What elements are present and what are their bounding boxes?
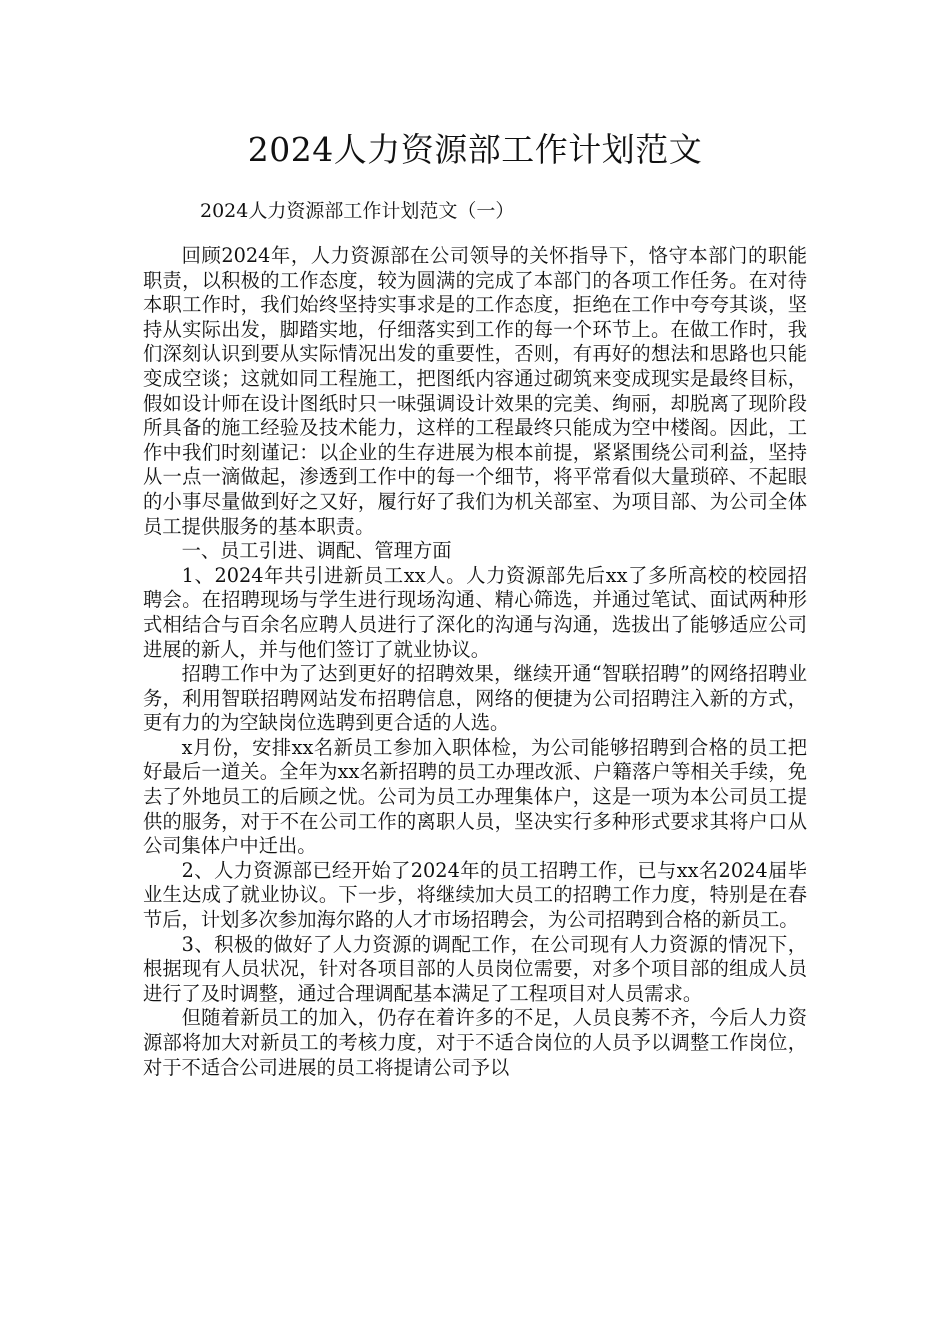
- document-body: [143, 244, 807, 1080]
- document-subtitle: 2024人力资源部工作计划范文（一）: [200, 200, 515, 222]
- body-paragraph-item-1: 1、2024年共引进新员工xx人。人力资源部先后xx了多所高校的校园招聘会。在招聘现场与学生进行现场沟通、精心筛选，并通过笔试、面试两种形式相结合与百余名应聘人员进行了深化的沟通与沟通，选拔出了能够适应公司进展的新人，并与他们签订了就业协议。: [143, 563, 807, 661]
- body-paragraph-onboarding: x月份，安排xx名新员工参加入职体检，为公司能够招聘到合格的员工把好最后一道关。全年为xx名新招聘的员工办理改派、户籍落户等相关手续，免去了外地员工的后顾之忧。公司为员工办理集体户，这是一项为本公司员工提供的服务，对于不在公司工作的离职人员，坚决实行多种形式要求其将户口从公司集体户中迁出。: [143, 735, 807, 858]
- body-paragraph-item-3: 3、积极的做好了人力资源的调配工作，在公司现有人力资源的情况下，根据现有人员状况，针对各项目部的人员岗位需要，对多个项目部的组成人员进行了及时调整，通过合理调配基本满足了工程项目对人员需求。: [143, 932, 807, 1005]
- section-heading-recruitment: 一、员工引进、调配、管理方面: [181, 539, 452, 563]
- body-paragraph-online-recruiting: 招聘工作中为了达到更好的招聘效果，继续开通“智联招聘”的网络招聘业务，利用智联招聘网站发布招聘信息，网络的便捷为公司招聘注入新的方式，更有力的为空缺岗位选聘到更合适的人选。: [143, 662, 807, 735]
- body-paragraph-shortcomings: 但随着新员工的加入，仍存在着许多的不足，人员良莠不齐，今后人力资源部将加大对新员工的考核力度，对于不适合岗位的人员予以调整工作岗位，对于不适合公司进展的员工将提请公司予以: [143, 1006, 807, 1079]
- body-paragraph-item-2: 2、人力资源部已经开始了2024年的员工招聘工作，已与xx名2024届毕业生达成了就业协议。下一步，将继续加大员工的招聘工作力度，特别是在春节后，计划多次参加海尔路的人才市场招聘会，为公司招聘到合格的新员工。: [143, 858, 807, 932]
- document-title: 2024人力资源部工作计划范文: [247, 130, 703, 169]
- body-paragraph-review: 回顾2024年，人力资源部在公司领导的关怀指导下，恪守本部门的职能职责，以积极的工作态度，较为圆满的完成了本部门的各项工作任务。在对待本职工作时，我们始终坚持实事求是的工作态度，拒绝在工作中夸夸其谈，坚持从实际出发，脚踏实地，仔细落实到工作的每一个环节上。在做工作时，我们深刻认识到要从实际情况出发的重要性，否则，有再好的想法和思路也只能变成空谈；这就如同工程施工，把图纸内容通过砌筑来变成现实是最终目标，假如设计师在设计图纸时只一味强调设计效果的完美、绚丽，却脱离了现阶段所具备的施工经验及技术能力，这样的工程最终只能成为空中楼阁。因此，工作中我们时刻谨记：以企业的生存进展为根本前提，紧紧围绕公司利益，坚持从一点一滴做起，渗透到工作中的每一个细节，将平常看似大量琐碎、不起眼的小事尽量做到好之又好，履行好了我们为机关部室、为项目部、为公司全体员工提供服务的基本职责。: [143, 244, 807, 538]
